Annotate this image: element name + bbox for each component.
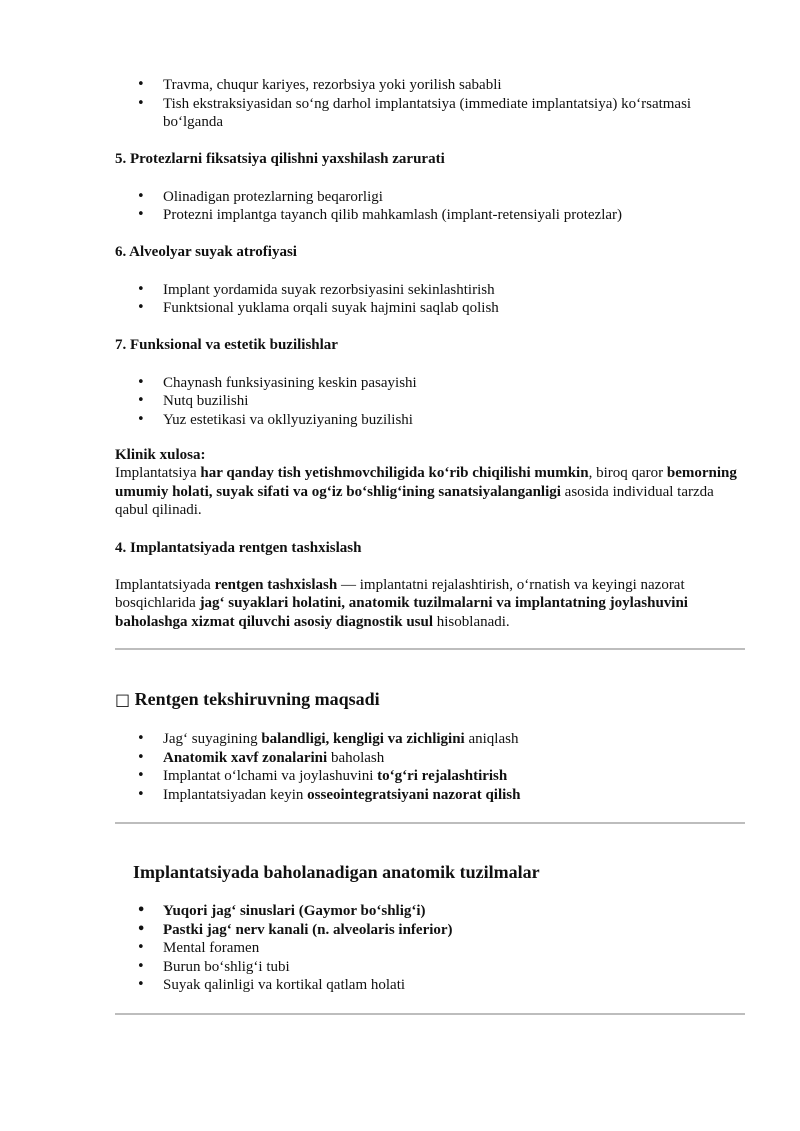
list-item: • Yuqori jag‘ sinuslari (Gaymor bo‘shlig‘i) — [115, 902, 745, 921]
section-5-list — [115, 188, 745, 225]
section-4-heading: 4. Implantatsiyada rentgen tashxislash — [115, 539, 362, 556]
list-item: • Implantatsiyadan keyin osseointegratsiyani nazorat qilish — [115, 786, 745, 805]
xray-purpose-list — [115, 730, 745, 804]
list-item: • Yuz estetikasi va okllyuziyaning buzilishi — [115, 411, 745, 430]
list-item: • Suyak qalinligi va kortikal qatlam holati — [115, 976, 745, 995]
list-top — [115, 76, 745, 132]
section-4-paragraph: Implantatsiyada rentgen tashxislash — implantatni rejalashtirish, o‘rnatish va keyingi nazorat bosqichlarida jag‘ suyaklari holatini, anatomik tuzilmalarni va implantatning joylashuvini baholashga xizmat qiluvchi asosiy diagnostik usul hisoblanadi. — [115, 576, 688, 630]
section-7-heading: 7. Funksional va estetik buzilishlar — [115, 336, 338, 353]
list-item: • Jag‘ suyagining balandligi, kengligi va zichligini aniqlash — [115, 730, 745, 749]
list-item: • Mental foramen — [115, 939, 745, 958]
conclusion-paragraph: Implantatsiya har qanday tish yetishmovchiligida ko‘rib chiqilishi mumkin, biroq qaror bemorning umumiy holati, suyak sifati va og‘iz bo‘shlig‘ining sanatsiyalanganligi asosida individual tarzda qabul qilinadi. — [115, 465, 737, 518]
list-item: • Protezni implantga tayanch qilib mahkamlash (implant-retensiyali protezlar) — [115, 206, 745, 225]
list-item: • Anatomik xavf zonalarini baholash — [115, 749, 745, 768]
list-item: • Funktsional yuklama orqali suyak hajmini saqlab qolish — [115, 299, 745, 318]
anatomy-heading: Implantatsiyada baholanadigan anatomik tuzilmalar — [133, 862, 540, 882]
document-page — [115, 76, 745, 1015]
anatomy-list — [115, 902, 745, 995]
list-item: • Olinadigan protezlarning beqarorligi — [115, 188, 745, 207]
section-6-heading: 6. Alveolyar suyak atrofiyasi — [115, 243, 297, 260]
xray-purpose-heading: □ Rentgen tekshiruvning maqsadi — [115, 689, 380, 709]
list-item: • Implantat o‘lchami va joylashuvini to‘g‘ri rejalashtirish — [115, 767, 745, 786]
list-item: • Chaynash funksiyasining keskin pasayishi — [115, 374, 745, 393]
list-item: • Nutq buzilishi — [115, 392, 745, 411]
list-item: • Burun bo‘shlig‘i tubi — [115, 958, 745, 977]
list-item: • Implant yordamida suyak rezorbsiyasini sekinlashtirish — [115, 281, 745, 300]
list-item: • Pastki jag‘ nerv kanali (n. alveolaris inferior) — [115, 921, 745, 940]
list-item: • Tish ekstraksiyasidan so‘ng darhol implantatsiya (immediate implantatsiya) ko‘rsatmasi bo‘lganda — [115, 95, 745, 132]
box-icon: □ — [115, 690, 131, 709]
section-6-list — [115, 281, 745, 318]
list-item: • Travma, chuqur kariyes, rezorbsiya yoki yorilish sababli — [115, 76, 745, 95]
section-7-list — [115, 374, 745, 430]
divider — [115, 1013, 745, 1015]
conclusion-title: Klinik xulosa: — [115, 447, 206, 463]
section-5-heading: 5. Protezlarni fiksatsiya qilishni yaxshilash zarurati — [115, 150, 445, 167]
